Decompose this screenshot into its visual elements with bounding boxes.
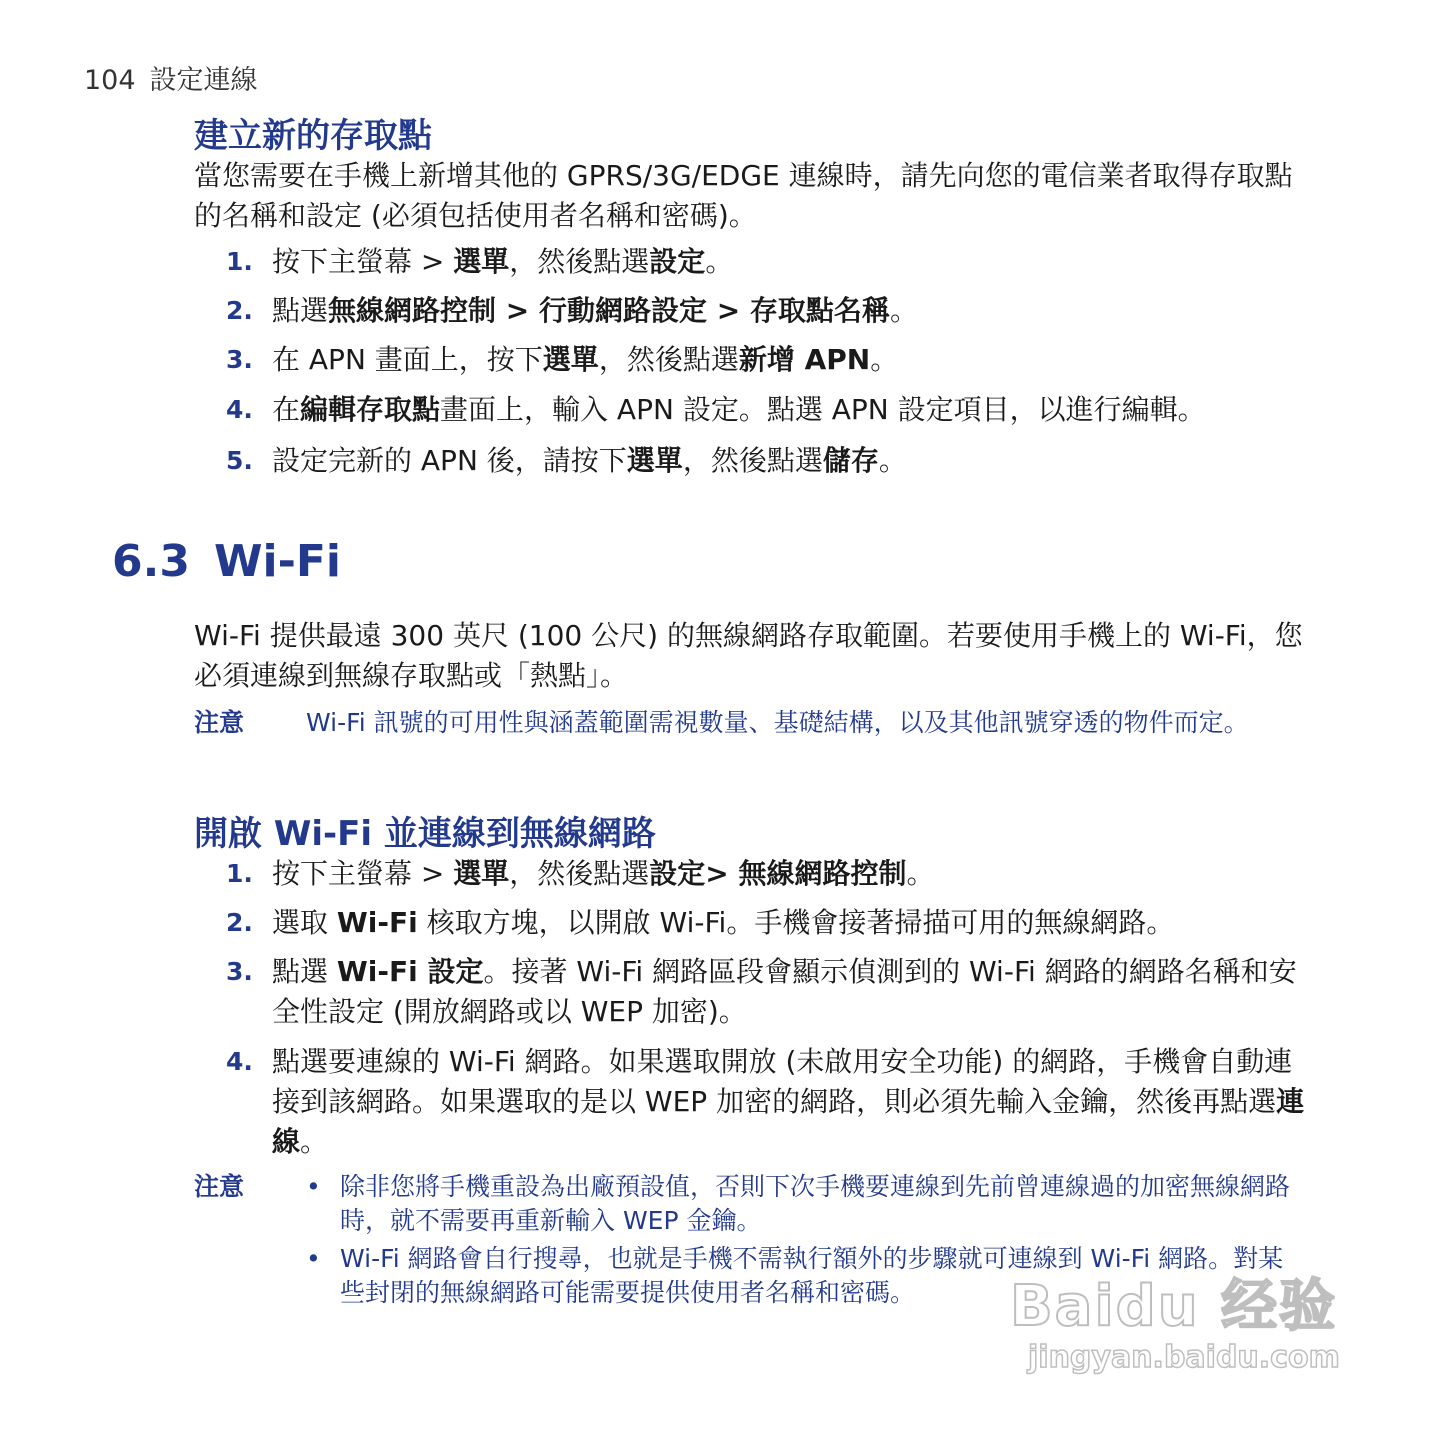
- step-ui-term: Wi-Fi: [336, 906, 418, 939]
- step-text-part: ，然後點選: [682, 444, 823, 477]
- step-text-part: 。: [705, 245, 734, 278]
- step-text-part: 在: [272, 393, 301, 426]
- section-title: Wi-Fi: [213, 536, 341, 587]
- note-bullet-text: 除非您將手機重設為出廠預設值，否則下次手機要連線到先前曾連線過的加密無線網路時，就不需要再重新輸入 WEP 金鑰。: [340, 1172, 1291, 1235]
- heading-wifi-section: [112, 536, 341, 587]
- step-text-part: 按下主螢幕 >: [272, 857, 454, 890]
- baidu-watermark: [1010, 1262, 1410, 1392]
- step-ui-term: 選單: [453, 245, 510, 278]
- bullet-icon: •: [306, 1244, 321, 1273]
- step-number: 4.: [226, 1047, 253, 1076]
- note-label: 注意: [194, 1172, 245, 1201]
- step-text-part: 核取方塊，以開啟 Wi-Fi。手機會接著掃描可用的無線網路。: [417, 906, 1175, 939]
- step-text-part: 。接著 Wi-Fi 網路區段會顯示偵測到的 Wi-Fi 網路的網路名稱和安全性設定 (開放網路或以 WEP 加密)。: [272, 955, 1297, 1028]
- ap-intro: 當您需要在手機上新增其他的 GPRS/3G/EDGE 連線時，請先向您的電信業者取得存取點的名稱和設定 (必須包括使用者名稱和密碼)。: [194, 159, 1293, 232]
- step-number: 2.: [226, 296, 253, 325]
- step-number: 5.: [226, 446, 253, 475]
- step-text-part: ，然後點選: [509, 857, 650, 890]
- step-text-part: 點選要連線的 Wi-Fi 網路。如果選取開放 (未啟用安全功能) 的網路，手機會自動連接到該網路。如果選取的是以 WEP 加密的網路，則必須先輸入金鑰，然後再點選: [272, 1045, 1293, 1118]
- step-number: 3.: [226, 345, 253, 374]
- watermark-url: jingyan.baidu.com: [1028, 1340, 1340, 1375]
- step-text: [272, 340, 1306, 380]
- step-number: 2.: [226, 908, 253, 937]
- step-number: 3.: [226, 957, 253, 986]
- watermark-logo: Baidu 经验: [1010, 1274, 1338, 1339]
- page-header: [84, 58, 258, 97]
- step-text-part: 選取: [272, 906, 337, 939]
- step-text-part: 。: [906, 857, 935, 890]
- step-text: [272, 952, 1306, 1032]
- step-text: [272, 1042, 1306, 1162]
- step-number: 1.: [226, 247, 253, 276]
- step-text-part: 按下主螢幕 >: [272, 245, 454, 278]
- step-text-part: 設定完新的 APN 後，請按下: [272, 444, 627, 477]
- step-ui-term: 連線: [272, 1085, 1305, 1158]
- step-text: [272, 291, 1306, 331]
- wifi-intro: Wi-Fi 提供最遠 300 英尺 (100 公尺) 的無線網路存取範圍。若要使用手機上的 Wi-Fi，您必須連線到無線存取點或「熱點」。: [194, 619, 1303, 692]
- step-text: [272, 242, 1306, 282]
- step-text-part: 。: [889, 294, 918, 327]
- step-text: [272, 854, 1306, 894]
- bullet-icon: •: [306, 1172, 321, 1201]
- heading-create-access-point: 建立新的存取點: [194, 116, 432, 156]
- step-ui-term: 選單: [453, 857, 510, 890]
- note-text: Wi-Fi 訊號的可用性與涵蓋範圍需視數量、基礎結構，以及其他訊號穿透的物件而定。: [306, 708, 1249, 737]
- step-text: [272, 903, 1306, 943]
- step-ui-term: Wi-Fi 設定: [336, 955, 484, 988]
- step-ui-term: 無線網路控制 > 行動網路設定 > 存取點名稱: [328, 294, 890, 327]
- page-number: 104: [84, 65, 136, 96]
- step-ui-term: 選單: [626, 444, 683, 477]
- step-text-part: 在 APN 畫面上，按下: [272, 343, 543, 376]
- step-text-part: 。: [300, 1125, 329, 1158]
- step-ui-term: 編輯存取點: [300, 393, 441, 426]
- note-bullet-text: Wi-Fi 網路會自行搜尋，也就是手機不需執行額外的步驟就可連線到 Wi-Fi 網路。對某些封閉的無線網路可能需要提供使用者名稱和密碼。: [340, 1244, 1284, 1307]
- section-number: 6.3: [112, 536, 190, 587]
- step-text: [272, 441, 1306, 481]
- step-ui-term: 新增 APN: [738, 343, 871, 376]
- chapter-title: 設定連線: [149, 65, 258, 96]
- step-number: 1.: [226, 859, 253, 888]
- step-text-part: 畫面上，輸入 APN 設定。點選 APN 設定項目，以進行編輯。: [440, 393, 1206, 426]
- step-text-part: 點選: [272, 955, 337, 988]
- step-ui-term: 設定: [649, 245, 706, 278]
- step-text-part: ，然後點選: [598, 343, 739, 376]
- step-text-part: 。: [870, 343, 899, 376]
- step-ui-term: 儲存: [822, 444, 879, 477]
- step-text-part: ，然後點選: [509, 245, 650, 278]
- step-number: 4.: [226, 395, 253, 424]
- step-text-part: 。: [878, 444, 907, 477]
- step-text-part: 點選: [272, 294, 329, 327]
- step-text: [272, 390, 1306, 430]
- heading-enable-wifi: 開啟 Wi-Fi 並連線到無線網路: [194, 814, 656, 854]
- step-ui-term: 選單: [542, 343, 599, 376]
- note-label: 注意: [194, 708, 245, 737]
- step-ui-term: 設定> 無線網路控制: [649, 857, 907, 890]
